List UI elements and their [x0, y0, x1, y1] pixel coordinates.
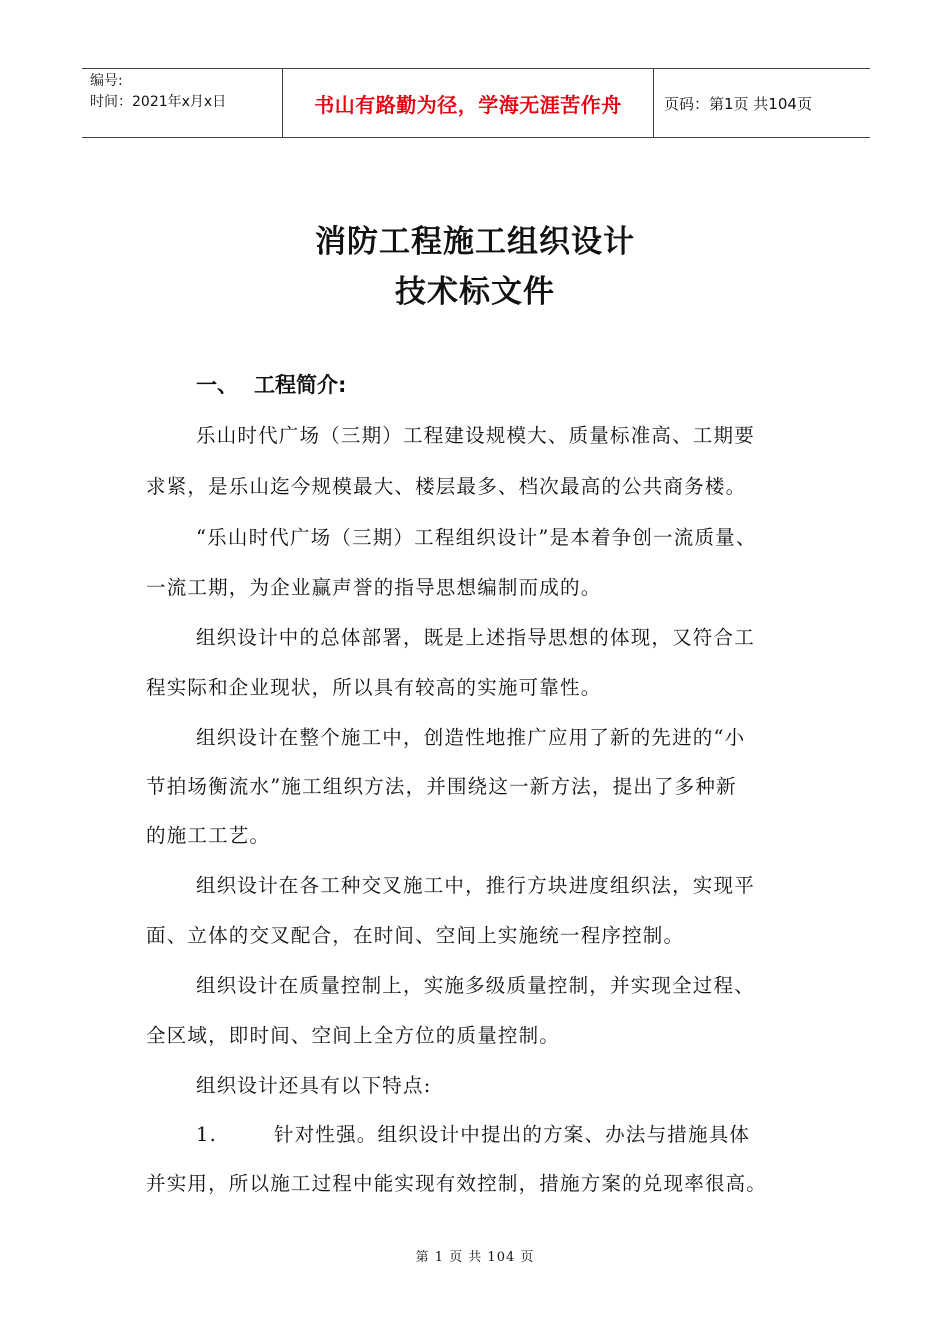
section-title: 工程简介: — [254, 373, 347, 397]
paragraph-line: 全区域，即时间、空间上全方位的质量控制。 — [146, 1024, 561, 1047]
paragraph-line: 面、立体的交叉配合，在时间、空间上实施统一程序控制。 — [146, 924, 685, 947]
paragraph-line: 组织设计在整个施工中，创造性地推广应用了新的先进的“小 — [196, 726, 746, 749]
section-number: 一、 — [196, 373, 238, 397]
list-item-number: 1. — [196, 1123, 218, 1146]
header-page-info: 页码：第1页 共104页 — [664, 94, 812, 113]
document-date: 时间：2021年x月x日 — [90, 94, 227, 110]
document-number-label: 编号: — [90, 73, 123, 89]
paragraph-line: 并实用，所以施工过程中能实现有效控制，措施方案的兑现率很高。 — [146, 1172, 768, 1195]
header-motto: 书山有路勤为径，学海无涯苦作舟 — [282, 69, 654, 137]
paragraph-line: 乐山时代广场（三期）工程建设规模大、质量标准高、工期要 — [196, 424, 755, 447]
paragraph-line: 组织设计在质量控制上，实施多级质量控制，并实现全过程、 — [196, 974, 755, 997]
section-heading — [196, 369, 346, 399]
paragraph-line: 一流工期，为企业赢声誉的指导思想编制而成的。 — [146, 576, 602, 599]
paragraph-line: “乐山时代广场（三期）工程组织设计”是本着争创一流质量、 — [196, 526, 757, 549]
page-header — [82, 68, 870, 138]
paragraph-line: 求紧，是乐山迄今规模最大、楼层最多、档次最高的公共商务楼。 — [146, 475, 747, 498]
page-footer: 第 1 页 共 104 页 — [415, 1250, 535, 1265]
list-item — [196, 1119, 876, 1147]
document-title: 消防工程施工组织设计 — [315, 224, 635, 260]
paragraph-line: 节拍场衡流水”施工组织方法，并围绕这一新方法，提出了多种新 — [146, 775, 737, 798]
list-item-text: 针对性强。组织设计中提出的方案、办法与措施具体 — [274, 1123, 751, 1146]
paragraph-line: 程实际和企业现状，所以具有较高的实施可靠性。 — [146, 676, 602, 699]
header-meta — [82, 69, 282, 137]
document-subtitle: 技术标文件 — [395, 274, 555, 310]
paragraph-line: 组织设计中的总体部署，既是上述指导思想的体现，又符合工 — [196, 626, 755, 649]
paragraph-line: 组织设计还具有以下特点: — [196, 1074, 432, 1097]
paragraph-line: 组织设计在各工种交叉施工中，推行方块进度组织法，实现平 — [196, 874, 755, 897]
paragraph-line: 的施工工艺。 — [146, 824, 271, 847]
